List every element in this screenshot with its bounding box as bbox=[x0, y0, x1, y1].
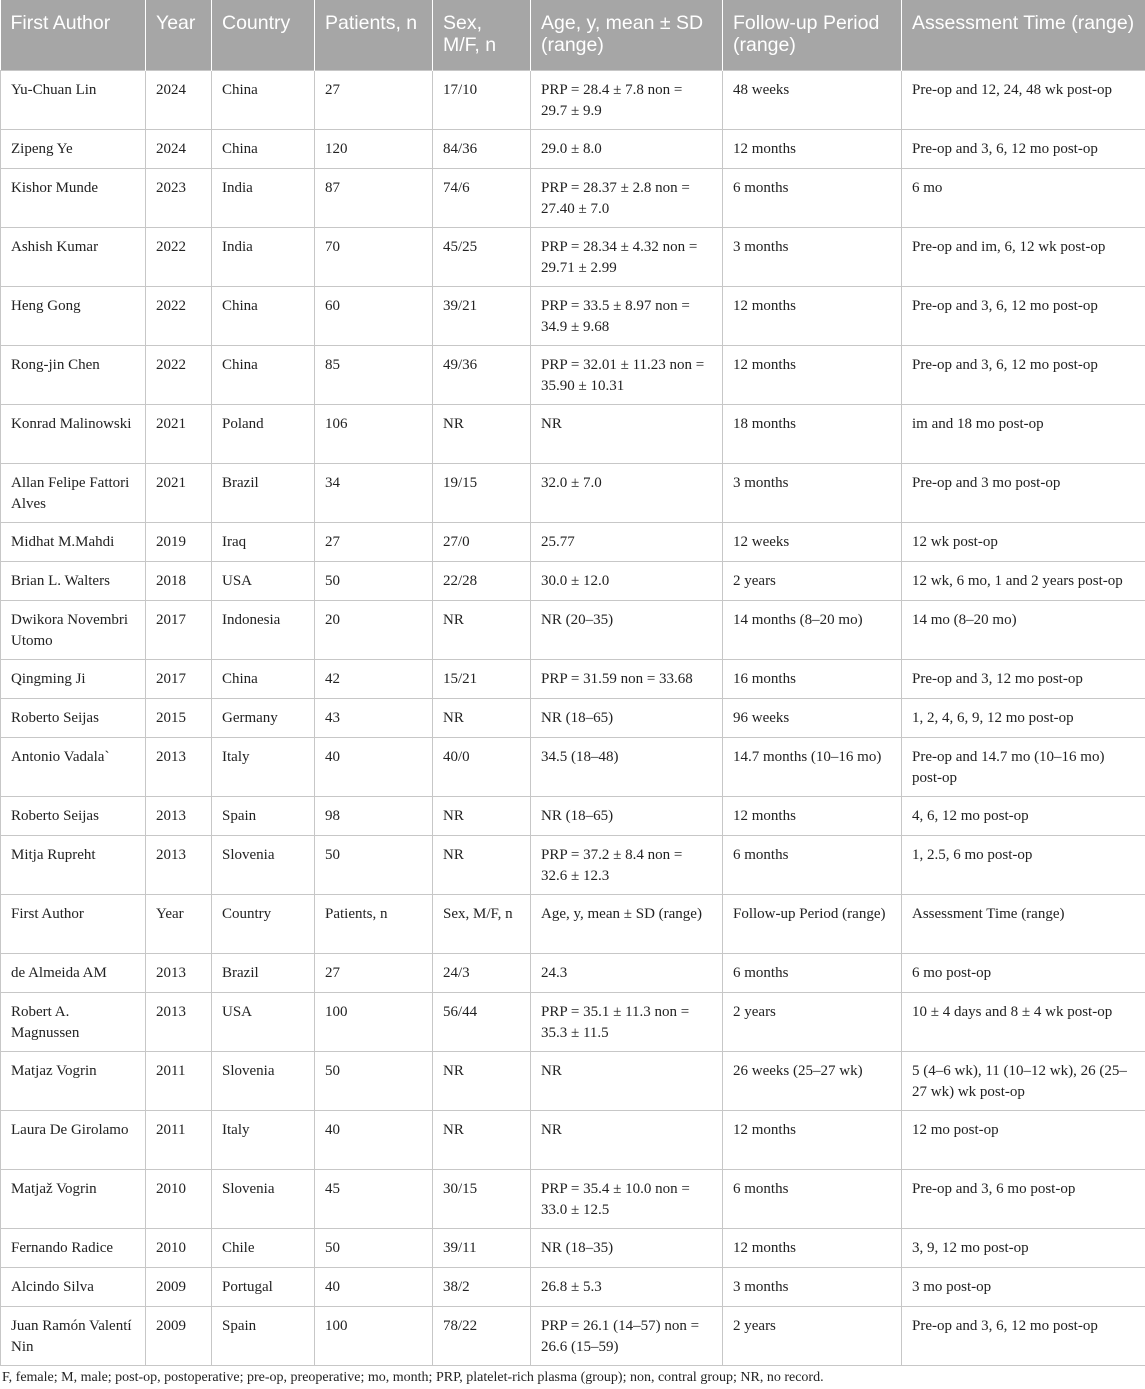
first-author-cell: Kishor Munde bbox=[1, 169, 146, 228]
year-cell: 2022 bbox=[146, 346, 212, 405]
year-cell: 2023 bbox=[146, 169, 212, 228]
first-author-cell: Dwikora Novembri Utomo bbox=[1, 601, 146, 660]
patients-cell: 100 bbox=[315, 1307, 433, 1366]
follow-up-cell: 18 months bbox=[723, 405, 902, 464]
follow-up-cell: 48 weeks bbox=[723, 71, 902, 130]
year-cell: 2015 bbox=[146, 699, 212, 738]
sex-cell: 38/2 bbox=[433, 1268, 531, 1307]
country-cell: India bbox=[212, 169, 315, 228]
first-author-cell: Mitja Rupreht bbox=[1, 836, 146, 895]
age-cell: PRP = 28.34 ± 4.32 non = 29.71 ± 2.99 bbox=[531, 228, 723, 287]
follow-up-cell: 16 months bbox=[723, 660, 902, 699]
assessment-time-cell: Pre-op and 3, 12 mo post-op bbox=[902, 660, 1145, 699]
sex-cell: 24/3 bbox=[433, 954, 531, 993]
year-cell: 2019 bbox=[146, 523, 212, 562]
assessment-time-cell: 6 mo bbox=[902, 169, 1145, 228]
country-cell: Iraq bbox=[212, 523, 315, 562]
sex-cell: 17/10 bbox=[433, 71, 531, 130]
first-author-cell: Juan Ramón Valentí Nin bbox=[1, 1307, 146, 1366]
patients-cell: 40 bbox=[315, 1268, 433, 1307]
age-cell: Age, y, mean ± SD (range) bbox=[531, 895, 723, 954]
sex-cell: 56/44 bbox=[433, 993, 531, 1052]
country-cell: USA bbox=[212, 993, 315, 1052]
sex-cell: NR bbox=[433, 797, 531, 836]
age-cell: PRP = 35.1 ± 11.3 non = 35.3 ± 11.5 bbox=[531, 993, 723, 1052]
repeated-header-row bbox=[1, 895, 1145, 954]
table-row bbox=[1, 169, 1145, 228]
year-cell: 2013 bbox=[146, 836, 212, 895]
sex-cell: NR bbox=[433, 405, 531, 464]
age-cell: PRP = 28.37 ± 2.8 non = 27.40 ± 7.0 bbox=[531, 169, 723, 228]
country-cell: Italy bbox=[212, 1111, 315, 1170]
patients-cell: 42 bbox=[315, 660, 433, 699]
first-author-cell: Robert A. Magnussen bbox=[1, 993, 146, 1052]
column-header-patients: Patients, n bbox=[315, 0, 433, 71]
age-cell: NR (18–65) bbox=[531, 797, 723, 836]
header-row bbox=[1, 0, 1145, 71]
table-row bbox=[1, 405, 1145, 464]
sex-cell: 19/15 bbox=[433, 464, 531, 523]
follow-up-cell: 12 months bbox=[723, 346, 902, 405]
sex-cell: 78/22 bbox=[433, 1307, 531, 1366]
table-row bbox=[1, 836, 1145, 895]
country-cell: China bbox=[212, 287, 315, 346]
follow-up-cell: 3 months bbox=[723, 1268, 902, 1307]
patients-cell: 20 bbox=[315, 601, 433, 660]
country-cell: China bbox=[212, 346, 315, 405]
assessment-time-cell: Pre-op and 3, 6, 12 mo post-op bbox=[902, 287, 1145, 346]
country-cell: Country bbox=[212, 895, 315, 954]
assessment-time-cell: Pre-op and 3, 6, 12 mo post-op bbox=[902, 130, 1145, 169]
follow-up-cell: 12 months bbox=[723, 130, 902, 169]
sex-cell: 39/21 bbox=[433, 287, 531, 346]
sex-cell: NR bbox=[433, 1052, 531, 1111]
year-cell: 2009 bbox=[146, 1268, 212, 1307]
sex-cell: 15/21 bbox=[433, 660, 531, 699]
patients-cell: 40 bbox=[315, 1111, 433, 1170]
country-cell: Chile bbox=[212, 1229, 315, 1268]
country-cell: Slovenia bbox=[212, 1170, 315, 1229]
follow-up-cell: Follow-up Period (range) bbox=[723, 895, 902, 954]
assessment-time-cell: im and 18 mo post-op bbox=[902, 405, 1145, 464]
table-row bbox=[1, 1268, 1145, 1307]
assessment-time-cell: 10 ± 4 days and 8 ± 4 wk post-op bbox=[902, 993, 1145, 1052]
patients-cell: 85 bbox=[315, 346, 433, 405]
table-row bbox=[1, 130, 1145, 169]
assessment-time-cell: 1, 2, 4, 6, 9, 12 mo post-op bbox=[902, 699, 1145, 738]
first-author-cell: Antonio Vadala` bbox=[1, 738, 146, 797]
patients-cell: 43 bbox=[315, 699, 433, 738]
sex-cell: 84/36 bbox=[433, 130, 531, 169]
patients-cell: 34 bbox=[315, 464, 433, 523]
age-cell: 25.77 bbox=[531, 523, 723, 562]
year-cell: 2010 bbox=[146, 1229, 212, 1268]
first-author-cell: Roberto Seijas bbox=[1, 797, 146, 836]
follow-up-cell: 6 months bbox=[723, 169, 902, 228]
patients-cell: 98 bbox=[315, 797, 433, 836]
country-cell: Portugal bbox=[212, 1268, 315, 1307]
year-cell: 2017 bbox=[146, 660, 212, 699]
year-cell: 2009 bbox=[146, 1307, 212, 1366]
table-row bbox=[1, 1229, 1145, 1268]
table-row bbox=[1, 71, 1145, 130]
first-author-cell: First Author bbox=[1, 895, 146, 954]
table-footnote: F, female; M, male; post-op, postoperative; pre-op, preoperative; mo, month; PRP, platelet-rich plasma (group); non, contral group; NR, no record. bbox=[2, 1370, 824, 1385]
year-cell: 2017 bbox=[146, 601, 212, 660]
age-cell: NR (18–65) bbox=[531, 699, 723, 738]
assessment-time-cell: Pre-op and 3, 6, 12 mo post-op bbox=[902, 346, 1145, 405]
first-author-cell: Fernando Radice bbox=[1, 1229, 146, 1268]
table-row bbox=[1, 1307, 1145, 1366]
sex-cell: 22/28 bbox=[433, 562, 531, 601]
year-cell: 2013 bbox=[146, 954, 212, 993]
table-body bbox=[1, 71, 1145, 1366]
country-cell: Slovenia bbox=[212, 1052, 315, 1111]
country-cell: Poland bbox=[212, 405, 315, 464]
sex-cell: NR bbox=[433, 1111, 531, 1170]
assessment-time-cell: 12 mo post-op bbox=[902, 1111, 1145, 1170]
first-author-cell: Laura De Girolamo bbox=[1, 1111, 146, 1170]
table-row bbox=[1, 1111, 1145, 1170]
sex-cell: NR bbox=[433, 699, 531, 738]
follow-up-cell: 26 weeks (25–27 wk) bbox=[723, 1052, 902, 1111]
patients-cell: 87 bbox=[315, 169, 433, 228]
year-cell: 2011 bbox=[146, 1111, 212, 1170]
follow-up-cell: 12 months bbox=[723, 1229, 902, 1268]
assessment-time-cell: Pre-op and 3, 6, 12 mo post-op bbox=[902, 1307, 1145, 1366]
age-cell: 26.8 ± 5.3 bbox=[531, 1268, 723, 1307]
age-cell: PRP = 33.5 ± 8.97 non = 34.9 ± 9.68 bbox=[531, 287, 723, 346]
table-row bbox=[1, 954, 1145, 993]
country-cell: China bbox=[212, 130, 315, 169]
follow-up-cell: 2 years bbox=[723, 993, 902, 1052]
year-cell: 2022 bbox=[146, 228, 212, 287]
assessment-time-cell: 6 mo post-op bbox=[902, 954, 1145, 993]
patients-cell: 70 bbox=[315, 228, 433, 287]
assessment-time-cell: Assessment Time (range) bbox=[902, 895, 1145, 954]
follow-up-cell: 14 months (8–20 mo) bbox=[723, 601, 902, 660]
follow-up-cell: 6 months bbox=[723, 954, 902, 993]
country-cell: China bbox=[212, 660, 315, 699]
assessment-time-cell: 4, 6, 12 mo post-op bbox=[902, 797, 1145, 836]
table-row bbox=[1, 993, 1145, 1052]
patients-cell: 27 bbox=[315, 523, 433, 562]
sex-cell: 49/36 bbox=[433, 346, 531, 405]
table-row bbox=[1, 464, 1145, 523]
sex-cell: NR bbox=[433, 601, 531, 660]
table-row bbox=[1, 660, 1145, 699]
age-cell: PRP = 26.1 (14–57) non = 26.6 (15–59) bbox=[531, 1307, 723, 1366]
year-cell: 2021 bbox=[146, 405, 212, 464]
table-row bbox=[1, 699, 1145, 738]
table-row bbox=[1, 287, 1145, 346]
year-cell: Year bbox=[146, 895, 212, 954]
first-author-cell: Zipeng Ye bbox=[1, 130, 146, 169]
country-cell: USA bbox=[212, 562, 315, 601]
column-header-first-author: First Author bbox=[1, 0, 146, 71]
patients-cell: 100 bbox=[315, 993, 433, 1052]
first-author-cell: de Almeida AM bbox=[1, 954, 146, 993]
assessment-time-cell: 5 (4–6 wk), 11 (10–12 wk), 26 (25–27 wk) wk post-op bbox=[902, 1052, 1145, 1111]
age-cell: NR (18–35) bbox=[531, 1229, 723, 1268]
age-cell: 29.0 ± 8.0 bbox=[531, 130, 723, 169]
first-author-cell: Rong-jin Chen bbox=[1, 346, 146, 405]
age-cell: NR (20–35) bbox=[531, 601, 723, 660]
country-cell: Brazil bbox=[212, 954, 315, 993]
patients-cell: 50 bbox=[315, 562, 433, 601]
assessment-time-cell: 3 mo post-op bbox=[902, 1268, 1145, 1307]
year-cell: 2013 bbox=[146, 797, 212, 836]
column-header-year: Year bbox=[146, 0, 212, 71]
country-cell: Germany bbox=[212, 699, 315, 738]
patients-cell: 40 bbox=[315, 738, 433, 797]
table-row bbox=[1, 228, 1145, 287]
follow-up-cell: 14.7 months (10–16 mo) bbox=[723, 738, 902, 797]
country-cell: Spain bbox=[212, 1307, 315, 1366]
first-author-cell: Brian L. Walters bbox=[1, 562, 146, 601]
table-header bbox=[1, 0, 1145, 71]
sex-cell: Sex, M/F, n bbox=[433, 895, 531, 954]
assessment-time-cell: 12 wk, 6 mo, 1 and 2 years post-op bbox=[902, 562, 1145, 601]
first-author-cell: Yu-Chuan Lin bbox=[1, 71, 146, 130]
assessment-time-cell: 1, 2.5, 6 mo post-op bbox=[902, 836, 1145, 895]
age-cell: 34.5 (18–48) bbox=[531, 738, 723, 797]
patients-cell: 27 bbox=[315, 954, 433, 993]
patients-cell: Patients, n bbox=[315, 895, 433, 954]
patients-cell: 60 bbox=[315, 287, 433, 346]
table-row bbox=[1, 1170, 1145, 1229]
follow-up-cell: 12 months bbox=[723, 797, 902, 836]
first-author-cell: Alcindo Silva bbox=[1, 1268, 146, 1307]
country-cell: India bbox=[212, 228, 315, 287]
year-cell: 2022 bbox=[146, 287, 212, 346]
sex-cell: 30/15 bbox=[433, 1170, 531, 1229]
age-cell: NR bbox=[531, 1052, 723, 1111]
country-cell: Indonesia bbox=[212, 601, 315, 660]
age-cell: 24.3 bbox=[531, 954, 723, 993]
table-row bbox=[1, 601, 1145, 660]
follow-up-cell: 6 months bbox=[723, 836, 902, 895]
sex-cell: 40/0 bbox=[433, 738, 531, 797]
assessment-time-cell: 12 wk post-op bbox=[902, 523, 1145, 562]
first-author-cell: Qingming Ji bbox=[1, 660, 146, 699]
sex-cell: 45/25 bbox=[433, 228, 531, 287]
assessment-time-cell: Pre-op and 12, 24, 48 wk post-op bbox=[902, 71, 1145, 130]
patients-cell: 50 bbox=[315, 836, 433, 895]
year-cell: 2021 bbox=[146, 464, 212, 523]
age-cell: PRP = 28.4 ± 7.8 non = 29.7 ± 9.9 bbox=[531, 71, 723, 130]
column-header-assessment-time: Assessment Time (range) bbox=[902, 0, 1145, 71]
first-author-cell: Heng Gong bbox=[1, 287, 146, 346]
follow-up-cell: 2 years bbox=[723, 1307, 902, 1366]
country-cell: Spain bbox=[212, 797, 315, 836]
follow-up-cell: 12 months bbox=[723, 1111, 902, 1170]
assessment-time-cell: Pre-op and 3 mo post-op bbox=[902, 464, 1145, 523]
age-cell: PRP = 31.59 non = 33.68 bbox=[531, 660, 723, 699]
column-header-sex: Sex, M/F, n bbox=[433, 0, 531, 71]
year-cell: 2024 bbox=[146, 71, 212, 130]
table-row bbox=[1, 346, 1145, 405]
age-cell: 30.0 ± 12.0 bbox=[531, 562, 723, 601]
follow-up-cell: 96 weeks bbox=[723, 699, 902, 738]
first-author-cell: Matjaž Vogrin bbox=[1, 1170, 146, 1229]
assessment-time-cell: 3, 9, 12 mo post-op bbox=[902, 1229, 1145, 1268]
sex-cell: 27/0 bbox=[433, 523, 531, 562]
year-cell: 2013 bbox=[146, 993, 212, 1052]
age-cell: 32.0 ± 7.0 bbox=[531, 464, 723, 523]
age-cell: NR bbox=[531, 405, 723, 464]
assessment-time-cell: Pre-op and 14.7 mo (10–16 mo) post-op bbox=[902, 738, 1145, 797]
sex-cell: 74/6 bbox=[433, 169, 531, 228]
table-row bbox=[1, 523, 1145, 562]
patients-cell: 27 bbox=[315, 71, 433, 130]
first-author-cell: Allan Felipe Fattori Alves bbox=[1, 464, 146, 523]
country-cell: Brazil bbox=[212, 464, 315, 523]
patients-cell: 50 bbox=[315, 1052, 433, 1111]
first-author-cell: Roberto Seijas bbox=[1, 699, 146, 738]
age-cell: NR bbox=[531, 1111, 723, 1170]
age-cell: PRP = 35.4 ± 10.0 non = 33.0 ± 12.5 bbox=[531, 1170, 723, 1229]
follow-up-cell: 6 months bbox=[723, 1170, 902, 1229]
column-header-age: Age, y, mean ± SD (range) bbox=[531, 0, 723, 71]
first-author-cell: Midhat M.Mahdi bbox=[1, 523, 146, 562]
country-cell: Slovenia bbox=[212, 836, 315, 895]
patients-cell: 106 bbox=[315, 405, 433, 464]
table-row bbox=[1, 562, 1145, 601]
year-cell: 2013 bbox=[146, 738, 212, 797]
country-cell: China bbox=[212, 71, 315, 130]
assessment-time-cell: Pre-op and im, 6, 12 wk post-op bbox=[902, 228, 1145, 287]
assessment-time-cell: Pre-op and 3, 6 mo post-op bbox=[902, 1170, 1145, 1229]
year-cell: 2024 bbox=[146, 130, 212, 169]
patients-cell: 45 bbox=[315, 1170, 433, 1229]
sex-cell: NR bbox=[433, 836, 531, 895]
first-author-cell: Matjaz Vogrin bbox=[1, 1052, 146, 1111]
follow-up-cell: 2 years bbox=[723, 562, 902, 601]
year-cell: 2010 bbox=[146, 1170, 212, 1229]
first-author-cell: Konrad Malinowski bbox=[1, 405, 146, 464]
follow-up-cell: 3 months bbox=[723, 464, 902, 523]
patients-cell: 120 bbox=[315, 130, 433, 169]
age-cell: PRP = 37.2 ± 8.4 non = 32.6 ± 12.3 bbox=[531, 836, 723, 895]
year-cell: 2018 bbox=[146, 562, 212, 601]
first-author-cell: Ashish Kumar bbox=[1, 228, 146, 287]
table-row bbox=[1, 1052, 1145, 1111]
column-header-follow-up: Follow-up Period (range) bbox=[723, 0, 902, 71]
patients-cell: 50 bbox=[315, 1229, 433, 1268]
country-cell: Italy bbox=[212, 738, 315, 797]
sex-cell: 39/11 bbox=[433, 1229, 531, 1268]
follow-up-cell: 3 months bbox=[723, 228, 902, 287]
assessment-time-cell: 14 mo (8–20 mo) bbox=[902, 601, 1145, 660]
age-cell: PRP = 32.01 ± 11.23 non = 35.90 ± 10.31 bbox=[531, 346, 723, 405]
table-row bbox=[1, 738, 1145, 797]
column-header-country: Country bbox=[212, 0, 315, 71]
year-cell: 2011 bbox=[146, 1052, 212, 1111]
follow-up-cell: 12 weeks bbox=[723, 523, 902, 562]
table-row bbox=[1, 797, 1145, 836]
follow-up-cell: 12 months bbox=[723, 287, 902, 346]
